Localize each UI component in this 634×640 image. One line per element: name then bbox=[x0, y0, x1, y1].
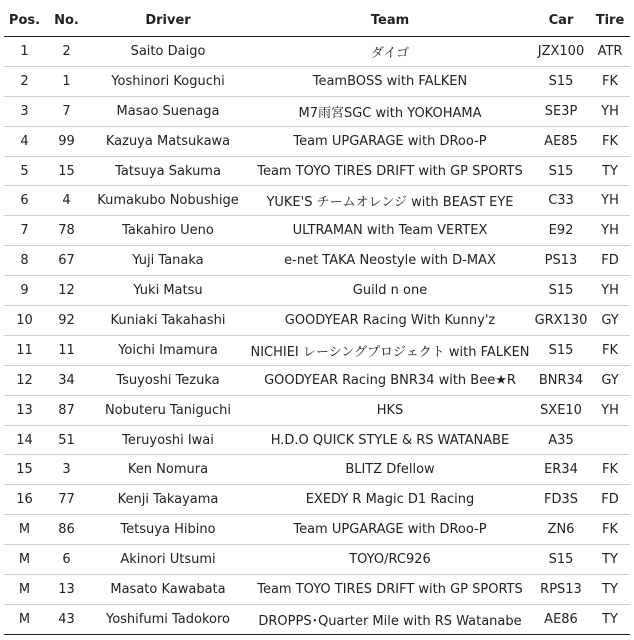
cell-tire: YH bbox=[590, 216, 630, 246]
header-no: No. bbox=[45, 4, 88, 37]
table-row bbox=[4, 96, 630, 126]
cell-driver: Takahiro Ueno bbox=[88, 216, 248, 246]
table-row bbox=[4, 276, 630, 306]
cell-pos: 6 bbox=[4, 186, 45, 216]
cell-team: NICHIEI レーシングプロジェクト with FALKEN bbox=[248, 335, 532, 365]
cell-team: TeamBOSS with FALKEN bbox=[248, 66, 532, 96]
cell-tire: YH bbox=[590, 276, 630, 306]
cell-team: YUKE'S チームオレンジ with BEAST EYE bbox=[248, 186, 532, 216]
cell-car: BNR34 bbox=[532, 365, 590, 395]
cell-pos: 13 bbox=[4, 395, 45, 425]
cell-pos: M bbox=[4, 545, 45, 575]
table-row bbox=[4, 246, 630, 276]
cell-driver: Kuniaki Takahashi bbox=[88, 306, 248, 336]
cell-no: 13 bbox=[45, 575, 88, 605]
cell-car: ER34 bbox=[532, 455, 590, 485]
cell-tire: GY bbox=[590, 365, 630, 395]
cell-pos: 9 bbox=[4, 276, 45, 306]
results-table bbox=[4, 4, 630, 635]
cell-no: 7 bbox=[45, 96, 88, 126]
table-row bbox=[4, 545, 630, 575]
cell-car: FD3S bbox=[532, 485, 590, 515]
cell-no: 3 bbox=[45, 455, 88, 485]
cell-pos: M bbox=[4, 575, 45, 605]
cell-pos: 7 bbox=[4, 216, 45, 246]
table-row bbox=[4, 395, 630, 425]
cell-car: AE85 bbox=[532, 126, 590, 156]
cell-tire: ATR bbox=[590, 37, 630, 67]
cell-pos: 10 bbox=[4, 306, 45, 336]
cell-driver: Kumakubo Nobushige bbox=[88, 186, 248, 216]
cell-pos: 1 bbox=[4, 37, 45, 67]
table-row bbox=[4, 156, 630, 186]
header-team: Team bbox=[248, 4, 532, 37]
cell-driver: Akinori Utsumi bbox=[88, 545, 248, 575]
cell-tire: FD bbox=[590, 246, 630, 276]
cell-car: AE86 bbox=[532, 604, 590, 634]
cell-car: S15 bbox=[532, 66, 590, 96]
cell-team: Guild n one bbox=[248, 276, 532, 306]
cell-pos: M bbox=[4, 515, 45, 545]
cell-no: 43 bbox=[45, 604, 88, 634]
cell-no: 4 bbox=[45, 186, 88, 216]
cell-team: ダイゴ bbox=[248, 37, 532, 67]
cell-no: 12 bbox=[45, 276, 88, 306]
table-row bbox=[4, 515, 630, 545]
table-row bbox=[4, 186, 630, 216]
cell-driver: Yoichi Imamura bbox=[88, 335, 248, 365]
table-row bbox=[4, 66, 630, 96]
cell-tire: YH bbox=[590, 186, 630, 216]
table-row bbox=[4, 575, 630, 605]
cell-team: GOODYEAR Racing With Kunny'z bbox=[248, 306, 532, 336]
cell-driver: Kenji Takayama bbox=[88, 485, 248, 515]
cell-driver: Saito Daigo bbox=[88, 37, 248, 67]
table-row bbox=[4, 216, 630, 246]
cell-pos: 12 bbox=[4, 365, 45, 395]
cell-team: DROPPS･Quarter Mile with RS Watanabe bbox=[248, 604, 532, 634]
cell-team: M7雨宮SGC with YOKOHAMA bbox=[248, 96, 532, 126]
cell-car: RPS13 bbox=[532, 575, 590, 605]
table-row bbox=[4, 365, 630, 395]
cell-team: Team TOYO TIRES DRIFT with GP SPORTS bbox=[248, 156, 532, 186]
cell-tire: TY bbox=[590, 604, 630, 634]
cell-no: 15 bbox=[45, 156, 88, 186]
cell-car: E92 bbox=[532, 216, 590, 246]
table-row bbox=[4, 425, 630, 455]
cell-car: S15 bbox=[532, 545, 590, 575]
cell-pos: 16 bbox=[4, 485, 45, 515]
table-row bbox=[4, 306, 630, 336]
cell-no: 6 bbox=[45, 545, 88, 575]
cell-tire: YH bbox=[590, 96, 630, 126]
cell-no: 2 bbox=[45, 37, 88, 67]
cell-team: EXEDY R Magic D1 Racing bbox=[248, 485, 532, 515]
cell-tire: TY bbox=[590, 545, 630, 575]
cell-car: GRX130 bbox=[532, 306, 590, 336]
cell-pos: 4 bbox=[4, 126, 45, 156]
cell-team: Team TOYO TIRES DRIFT with GP SPORTS bbox=[248, 575, 532, 605]
header-row bbox=[4, 4, 630, 37]
cell-driver: Yoshifumi Tadokoro bbox=[88, 604, 248, 634]
cell-pos: 2 bbox=[4, 66, 45, 96]
cell-team: TOYO/RC926 bbox=[248, 545, 532, 575]
cell-no: 34 bbox=[45, 365, 88, 395]
cell-tire: FK bbox=[590, 455, 630, 485]
table-row bbox=[4, 485, 630, 515]
cell-no: 1 bbox=[45, 66, 88, 96]
table-row bbox=[4, 455, 630, 485]
cell-pos: 14 bbox=[4, 425, 45, 455]
cell-driver: Tsuyoshi Tezuka bbox=[88, 365, 248, 395]
cell-tire: FK bbox=[590, 66, 630, 96]
header-driver: Driver bbox=[88, 4, 248, 37]
cell-car: JZX100 bbox=[532, 37, 590, 67]
header-tire: Tire bbox=[590, 4, 630, 37]
cell-pos: 11 bbox=[4, 335, 45, 365]
cell-car: C33 bbox=[532, 186, 590, 216]
cell-no: 67 bbox=[45, 246, 88, 276]
table-row bbox=[4, 37, 630, 67]
cell-team: GOODYEAR Racing BNR34 with Bee★R bbox=[248, 365, 532, 395]
cell-tire: GY bbox=[590, 306, 630, 336]
cell-car: PS13 bbox=[532, 246, 590, 276]
cell-tire: YH bbox=[590, 395, 630, 425]
cell-driver: Tetsuya Hibino bbox=[88, 515, 248, 545]
cell-tire: FD bbox=[590, 485, 630, 515]
cell-tire: FK bbox=[590, 126, 630, 156]
cell-car: A35 bbox=[532, 425, 590, 455]
cell-car: ZN6 bbox=[532, 515, 590, 545]
cell-pos: 15 bbox=[4, 455, 45, 485]
cell-no: 51 bbox=[45, 425, 88, 455]
cell-team: BLITZ Dfellow bbox=[248, 455, 532, 485]
cell-car: S15 bbox=[532, 335, 590, 365]
cell-no: 77 bbox=[45, 485, 88, 515]
cell-team: e-net TAKA Neostyle with D-MAX bbox=[248, 246, 532, 276]
table-row bbox=[4, 604, 630, 634]
cell-tire: FK bbox=[590, 335, 630, 365]
cell-car: SXE10 bbox=[532, 395, 590, 425]
table-row bbox=[4, 335, 630, 365]
header-car: Car bbox=[532, 4, 590, 37]
header-pos: Pos. bbox=[4, 4, 45, 37]
cell-no: 86 bbox=[45, 515, 88, 545]
cell-tire: TY bbox=[590, 156, 630, 186]
cell-driver: Teruyoshi Iwai bbox=[88, 425, 248, 455]
cell-tire: FK bbox=[590, 515, 630, 545]
cell-driver: Masao Suenaga bbox=[88, 96, 248, 126]
cell-driver: Yuki Matsu bbox=[88, 276, 248, 306]
cell-no: 99 bbox=[45, 126, 88, 156]
cell-no: 11 bbox=[45, 335, 88, 365]
cell-no: 92 bbox=[45, 306, 88, 336]
cell-no: 87 bbox=[45, 395, 88, 425]
cell-team: ULTRAMAN with Team VERTEX bbox=[248, 216, 532, 246]
cell-team: HKS bbox=[248, 395, 532, 425]
cell-tire: TY bbox=[590, 575, 630, 605]
cell-car: SE3P bbox=[532, 96, 590, 126]
cell-team: Team UPGARAGE with DRoo-P bbox=[248, 126, 532, 156]
cell-tire bbox=[590, 425, 630, 455]
cell-driver: Tatsuya Sakuma bbox=[88, 156, 248, 186]
cell-team: Team UPGARAGE with DRoo-P bbox=[248, 515, 532, 545]
cell-driver: Nobuteru Taniguchi bbox=[88, 395, 248, 425]
table-row bbox=[4, 126, 630, 156]
cell-driver: Yuji Tanaka bbox=[88, 246, 248, 276]
cell-pos: 3 bbox=[4, 96, 45, 126]
cell-driver: Masato Kawabata bbox=[88, 575, 248, 605]
cell-car: S15 bbox=[532, 276, 590, 306]
cell-driver: Kazuya Matsukawa bbox=[88, 126, 248, 156]
cell-pos: 8 bbox=[4, 246, 45, 276]
cell-no: 78 bbox=[45, 216, 88, 246]
cell-pos: 5 bbox=[4, 156, 45, 186]
cell-driver: Ken Nomura bbox=[88, 455, 248, 485]
cell-driver: Yoshinori Koguchi bbox=[88, 66, 248, 96]
cell-team: H.D.O QUICK STYLE & RS WATANABE bbox=[248, 425, 532, 455]
cell-car: S15 bbox=[532, 156, 590, 186]
cell-pos: M bbox=[4, 604, 45, 634]
